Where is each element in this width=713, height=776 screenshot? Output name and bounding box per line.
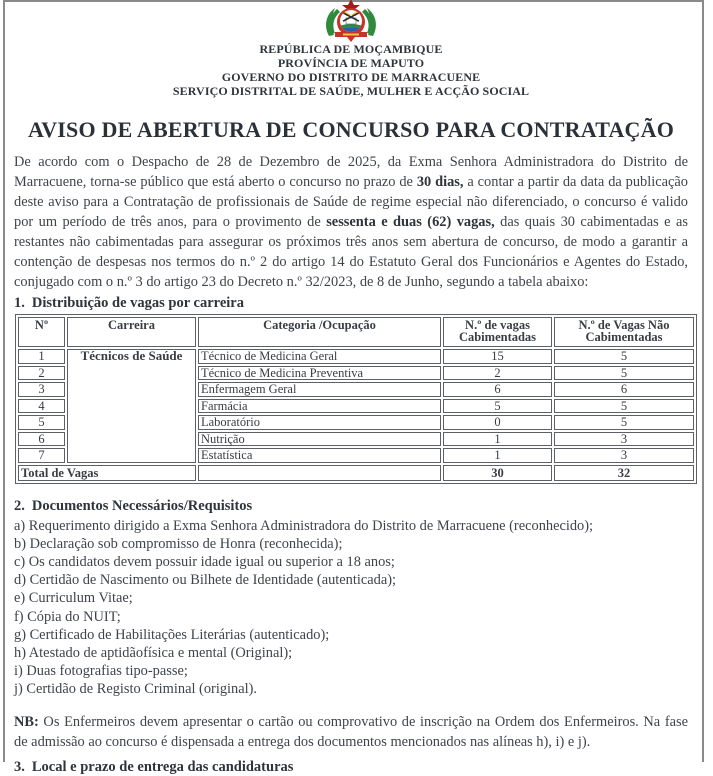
nb-note — [14, 712, 688, 753]
cell-vagas-cabimentadas: 0 — [443, 415, 552, 430]
cell-vagas-cabimentadas: 5 — [443, 399, 552, 414]
document-requirement-item: c) Os candidatos devem possuir idade igual ou superior a 18 anos; — [14, 553, 395, 570]
cell-total-cabimentadas: 30 — [443, 465, 552, 481]
documents-list — [14, 517, 688, 699]
document-requirement-item: a) Requerimento dirigido a Exma Senhora Administradora do Distrito de Marracuene (reconhecido); — [14, 517, 594, 534]
col-header-categoria: Categoria /Ocupação — [198, 317, 441, 347]
cell-vagas-cabimentadas: 6 — [443, 382, 552, 397]
cell-vagas-nao-cabimentadas: 6 — [554, 382, 694, 397]
section2-title: Documentos Necessários/Requisitos — [31, 497, 253, 514]
section1-number: 1. — [14, 295, 25, 311]
cell-numero: 1 — [18, 349, 65, 364]
cell-categoria: Enfermagem Geral — [198, 382, 441, 397]
document-requirement-item: h) Atestado de aptidãofísica e mental (Original); — [14, 644, 293, 661]
cell-total-label: Total de Vagas — [18, 465, 196, 481]
coat-of-arms-icon — [319, 3, 383, 43]
document-requirement-item: e) Curriculum Vitae; — [14, 590, 133, 607]
cell-categoria: Estatística — [198, 448, 441, 463]
cell-numero: 7 — [18, 448, 65, 463]
cell-categoria: Laboratório — [198, 415, 441, 430]
mozambique-emblem — [319, 3, 383, 40]
cell-vagas-cabimentadas: 15 — [443, 349, 552, 364]
cell-vagas-nao-cabimentadas: 5 — [554, 349, 694, 364]
document-requirement-item: i) Duas fotografias tipo-passe; — [14, 663, 188, 680]
cell-vagas-cabimentadas: 2 — [443, 366, 552, 381]
bold-text-run: 30 dias, — [416, 174, 464, 190]
letterhead-line-republic: REPÚBLICA DE MOÇAMBIQUE — [259, 42, 443, 56]
cell-vagas-nao-cabimentadas: 5 — [554, 415, 694, 430]
section1-heading — [14, 295, 688, 312]
text-run: das quais 30 cabimentadas e as restantes não cabimentadas para assegurar os próximos três anos sem abertura de concurso, de modo a garantir a contenção de despesas nos termos do n.º 2 do artigo 14 do Estatuto Geral dos Funcionários e Agentes do Estado, conjugado com o n.º 3 do artigo 23 do Decreto n.º 32/2023, de 8 de Junho, segundo a tabela abaixo: — [14, 214, 689, 290]
intro-paragraph — [14, 152, 688, 292]
page-title: AVISO DE ABERTURA DE CONCURSO PARA CONTRATAÇÃO — [27, 117, 675, 142]
cell-total-nao-cabimentadas: 32 — [554, 465, 694, 481]
cell-vagas-nao-cabimentadas: 3 — [554, 448, 694, 463]
letterhead-line-province: PROVÍNCIA DE MAPUTO — [277, 56, 425, 70]
cell-carreira: Técnicos de Saúde — [67, 349, 196, 463]
table-total-row — [18, 465, 694, 481]
cell-numero: 2 — [18, 366, 65, 381]
text-run: a contar a partir da data da publicação deste aviso para a Contratação de profissionais de Saúde de regime especial não diferenciado, o concurso é valido por um período de três anos, para o provimento de — [14, 174, 688, 230]
section3-title: Local e prazo de entrega das candidaturas — [31, 758, 294, 775]
section1-title: Distribuição de vagas por carreira — [31, 295, 244, 311]
document-requirement-item: g) Certificado de Habilitações Literárias (autenticado); — [14, 626, 330, 643]
section3-number: 3. — [14, 758, 25, 775]
col-header-carreira: Carreira — [67, 317, 196, 347]
cell-vagas-nao-cabimentadas: 5 — [554, 399, 694, 414]
cell-numero: 6 — [18, 432, 65, 447]
document-requirement-item: j) Certidão de Registo Criminal (original). — [14, 681, 257, 698]
letterhead-line-service: SERVIÇO DISTRITAL DE SAÚDE, MULHER E ACÇÃO SOCIAL — [172, 84, 530, 98]
cell-vagas-nao-cabimentadas: 5 — [554, 366, 694, 381]
cell-total-spacer — [198, 465, 441, 481]
section2-heading — [14, 498, 688, 515]
cell-categoria: Técnico de Medicina Preventiva — [198, 366, 441, 381]
cell-categoria: Técnico de Medicina Geral — [198, 349, 441, 364]
section3-heading — [14, 759, 688, 776]
cell-vagas-cabimentadas: 1 — [443, 432, 552, 447]
letterhead-line-government: GOVERNO DO DISTRITO DE MARRACUENE — [221, 70, 481, 84]
col-header-vagas-nao-cabimentadas: N.º de Vagas Não Cabimentadas — [554, 317, 694, 347]
document-requirement-item: b) Declaração sob compromisso de Honra (reconhecida); — [14, 535, 343, 552]
table-header-row — [18, 317, 694, 347]
document-requirement-item: f) Cópia do NUIT; — [14, 608, 121, 625]
document-requirement-item: d) Certidão de Nascimento ou Bilhete de Identidade (autenticada); — [14, 572, 397, 589]
document-page — [3, 0, 704, 775]
bold-text-run: NB: — [14, 713, 39, 730]
text-run: Os Enfermeiros devem apresentar o cartão ou comprovativo de inscrição na Ordem dos Enfermeiros. Na fase de admissão ao concurso é dispensada a entrega dos documentos mencionados nas alíneas h), i) e j). — [14, 713, 688, 751]
col-header-vagas-cabimentadas: N.º de vagas Cabimentadas — [443, 317, 552, 347]
emblem-ribbon-text — [343, 34, 359, 36]
cell-vagas-cabimentadas: 1 — [443, 448, 552, 463]
letterhead — [14, 42, 688, 98]
cell-numero: 4 — [18, 399, 65, 414]
text-run: De acordo com o Despacho de 28 de Dezembro de 2025, da Exma Senhora Administradora do Distrito de Marracuene, torna-se público que está aberto o concurso no prazo de — [14, 154, 688, 190]
cell-vagas-nao-cabimentadas: 3 — [554, 432, 694, 447]
cell-numero: 5 — [18, 415, 65, 430]
cell-numero: 3 — [18, 382, 65, 397]
cell-categoria: Nutrição — [198, 432, 441, 447]
bold-text-run: sessenta e duas (62) vagas, — [326, 214, 495, 230]
section2-number: 2. — [14, 497, 25, 514]
cell-categoria: Farmácia — [198, 399, 441, 414]
vacancies-table — [15, 314, 697, 484]
table-row — [18, 349, 694, 364]
col-header-numero: Nº — [18, 317, 65, 347]
